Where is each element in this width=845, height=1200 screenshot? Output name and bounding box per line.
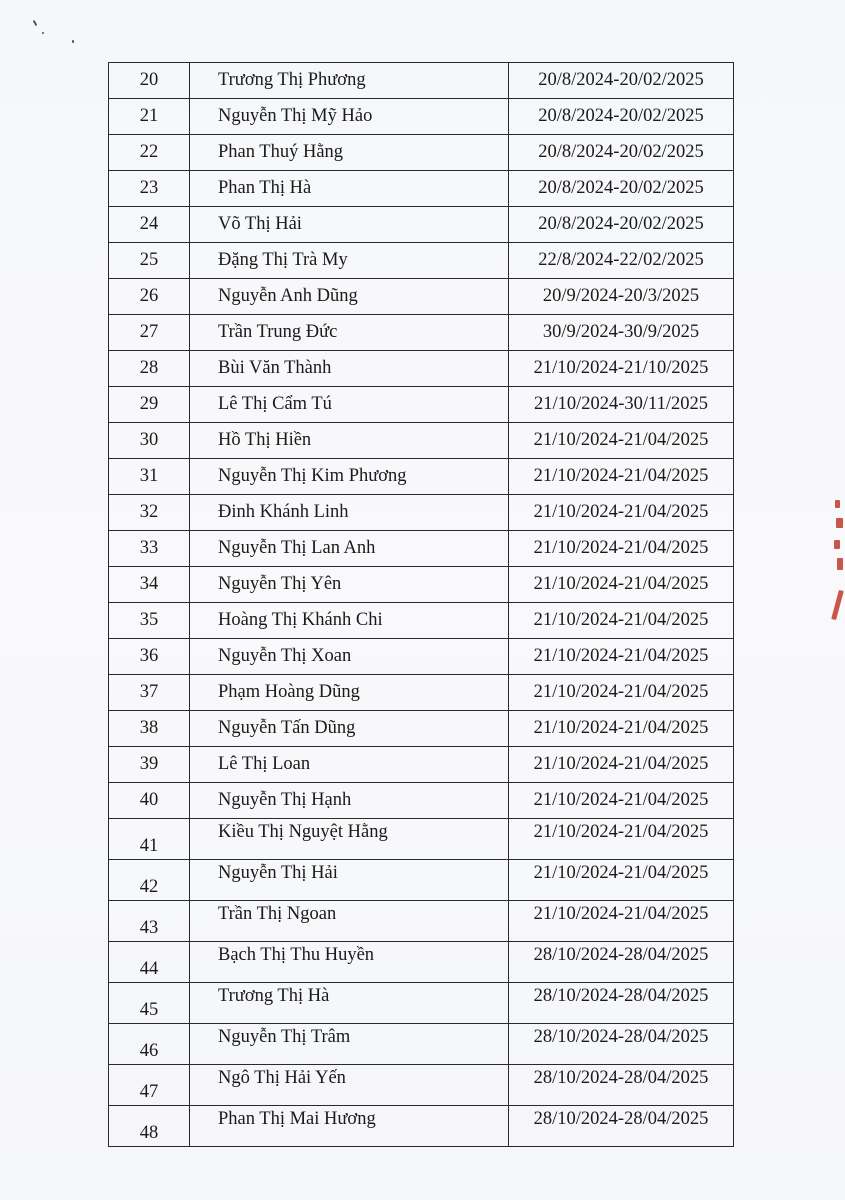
employee-name: Võ Thị Hải	[190, 207, 509, 243]
contract-period: 28/10/2024-28/04/2025	[509, 942, 734, 983]
row-number: 36	[109, 639, 190, 675]
contract-period: 21/10/2024-21/04/2025	[509, 567, 734, 603]
table-row	[109, 531, 734, 567]
employee-name: Bùi Văn Thành	[190, 351, 509, 387]
row-number: 26	[109, 279, 190, 315]
contract-period: 20/9/2024-20/3/2025	[509, 279, 734, 315]
row-number: 46	[109, 1024, 190, 1065]
contract-period: 21/10/2024-21/04/2025	[509, 459, 734, 495]
contract-period: 20/8/2024-20/02/2025	[509, 171, 734, 207]
table-row	[109, 423, 734, 459]
employee-name: Trần Trung Đức	[190, 315, 509, 351]
table-row	[109, 942, 734, 983]
employee-name: Nguyễn Thị Yên	[190, 567, 509, 603]
employee-name: Trương Thị Hà	[190, 983, 509, 1024]
row-number: 48	[109, 1106, 190, 1147]
table-row	[109, 639, 734, 675]
table-row	[109, 315, 734, 351]
row-number: 47	[109, 1065, 190, 1106]
employee-name: Hoàng Thị Khánh Chi	[190, 603, 509, 639]
employee-name: Nguyễn Thị Lan Anh	[190, 531, 509, 567]
employee-name: Bạch Thị Thu Huyền	[190, 942, 509, 983]
employee-name: Nguyễn Anh Dũng	[190, 279, 509, 315]
contract-period: 20/8/2024-20/02/2025	[509, 207, 734, 243]
row-number: 34	[109, 567, 190, 603]
table-row	[109, 63, 734, 99]
employee-name: Nguyễn Thị Trâm	[190, 1024, 509, 1065]
contract-period: 28/10/2024-28/04/2025	[509, 1106, 734, 1147]
scan-speck	[42, 32, 44, 34]
row-number: 28	[109, 351, 190, 387]
employee-table	[108, 62, 734, 1147]
employee-name: Nguyễn Tấn Dũng	[190, 711, 509, 747]
employee-name: Nguyễn Thị Hạnh	[190, 783, 509, 819]
employee-name: Kiều Thị Nguyệt Hằng	[190, 819, 509, 860]
contract-period: 21/10/2024-21/04/2025	[509, 423, 734, 459]
contract-period: 21/10/2024-21/04/2025	[509, 747, 734, 783]
scan-speck	[33, 20, 38, 26]
employee-name: Đinh Khánh Linh	[190, 495, 509, 531]
table-row	[109, 567, 734, 603]
contract-period: 21/10/2024-21/04/2025	[509, 675, 734, 711]
contract-period: 20/8/2024-20/02/2025	[509, 99, 734, 135]
contract-period: 20/8/2024-20/02/2025	[509, 135, 734, 171]
contract-period: 22/8/2024-22/02/2025	[509, 243, 734, 279]
contract-period: 28/10/2024-28/04/2025	[509, 1065, 734, 1106]
contract-period: 21/10/2024-21/04/2025	[509, 639, 734, 675]
row-number: 20	[109, 63, 190, 99]
table-row	[109, 783, 734, 819]
table-row	[109, 387, 734, 423]
table-row	[109, 860, 734, 901]
table-row	[109, 459, 734, 495]
row-number: 27	[109, 315, 190, 351]
contract-period: 21/10/2024-21/04/2025	[509, 860, 734, 901]
employee-name: Hồ Thị Hiền	[190, 423, 509, 459]
employee-name: Nguyễn Thị Kim Phương	[190, 459, 509, 495]
contract-period: 21/10/2024-21/04/2025	[509, 495, 734, 531]
row-number: 43	[109, 901, 190, 942]
row-number: 41	[109, 819, 190, 860]
table-row	[109, 1065, 734, 1106]
row-number: 25	[109, 243, 190, 279]
table-row	[109, 495, 734, 531]
employee-name: Nguyễn Thị Hải	[190, 860, 509, 901]
table-row	[109, 983, 734, 1024]
employee-name: Nguyễn Thị Mỹ Hảo	[190, 99, 509, 135]
row-number: 33	[109, 531, 190, 567]
row-number: 21	[109, 99, 190, 135]
contract-period: 21/10/2024-21/04/2025	[509, 819, 734, 860]
row-number: 37	[109, 675, 190, 711]
contract-period: 21/10/2024-30/11/2025	[509, 387, 734, 423]
row-number: 35	[109, 603, 190, 639]
row-number: 45	[109, 983, 190, 1024]
contract-period: 28/10/2024-28/04/2025	[509, 1024, 734, 1065]
employee-table-body	[109, 63, 734, 1147]
employee-name: Trần Thị Ngoan	[190, 901, 509, 942]
table-row	[109, 279, 734, 315]
table-row	[109, 135, 734, 171]
employee-name: Phan Thuý Hằng	[190, 135, 509, 171]
table-row	[109, 603, 734, 639]
row-number: 38	[109, 711, 190, 747]
table-row	[109, 711, 734, 747]
table-row	[109, 243, 734, 279]
employee-name: Phan Thị Mai Hương	[190, 1106, 509, 1147]
row-number: 40	[109, 783, 190, 819]
contract-period: 20/8/2024-20/02/2025	[509, 63, 734, 99]
table-row	[109, 675, 734, 711]
row-number: 42	[109, 860, 190, 901]
row-number: 32	[109, 495, 190, 531]
contract-period: 21/10/2024-21/10/2025	[509, 351, 734, 387]
table-row	[109, 207, 734, 243]
table-row	[109, 901, 734, 942]
contract-period: 30/9/2024-30/9/2025	[509, 315, 734, 351]
employee-name: Đặng Thị Trà My	[190, 243, 509, 279]
contract-period: 21/10/2024-21/04/2025	[509, 531, 734, 567]
employee-name: Trương Thị Phương	[190, 63, 509, 99]
employee-name: Ngô Thị Hải Yến	[190, 1065, 509, 1106]
contract-period: 28/10/2024-28/04/2025	[509, 983, 734, 1024]
contract-period: 21/10/2024-21/04/2025	[509, 901, 734, 942]
row-number: 22	[109, 135, 190, 171]
employee-name: Lê Thị Loan	[190, 747, 509, 783]
table-row	[109, 351, 734, 387]
row-number: 30	[109, 423, 190, 459]
contract-period: 21/10/2024-21/04/2025	[509, 603, 734, 639]
row-number: 23	[109, 171, 190, 207]
employee-name: Phạm Hoàng Dũng	[190, 675, 509, 711]
table-row	[109, 1024, 734, 1065]
row-number: 29	[109, 387, 190, 423]
table-row	[109, 1106, 734, 1147]
table-row	[109, 819, 734, 860]
contract-period: 21/10/2024-21/04/2025	[509, 783, 734, 819]
row-number: 24	[109, 207, 190, 243]
table-row	[109, 99, 734, 135]
scan-speck	[72, 40, 74, 43]
red-stamp-edge	[833, 500, 845, 630]
row-number: 39	[109, 747, 190, 783]
row-number: 31	[109, 459, 190, 495]
employee-name: Phan Thị Hà	[190, 171, 509, 207]
row-number: 44	[109, 942, 190, 983]
table-row	[109, 171, 734, 207]
table-row	[109, 747, 734, 783]
employee-name: Nguyễn Thị Xoan	[190, 639, 509, 675]
employee-name: Lê Thị Cẩm Tú	[190, 387, 509, 423]
contract-period: 21/10/2024-21/04/2025	[509, 711, 734, 747]
